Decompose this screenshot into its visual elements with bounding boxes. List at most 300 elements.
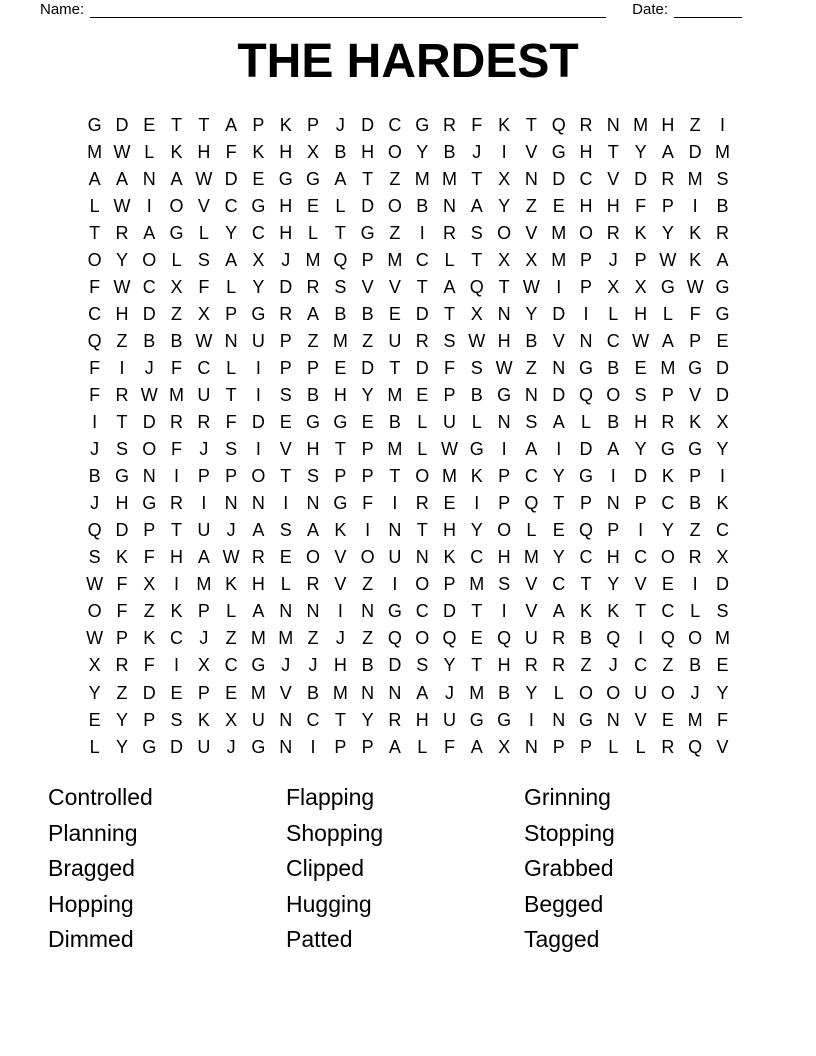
grid-letter: E <box>279 412 292 433</box>
grid-letter: N <box>524 384 538 405</box>
grid-letter: C <box>661 601 675 622</box>
grid-letter: T <box>498 276 510 297</box>
grid-letter: P <box>115 628 128 649</box>
grid-letter: L <box>226 601 237 622</box>
grid-letter: L <box>198 222 209 243</box>
grid-letter: A <box>197 547 210 568</box>
grid-letter: T <box>471 655 483 676</box>
grid-letter: E <box>225 682 238 703</box>
grid-letter: I <box>255 357 261 378</box>
grid-letter: P <box>661 195 674 216</box>
grid-letter: R <box>552 655 566 676</box>
grid-letter: E <box>716 655 729 676</box>
grid-letter: B <box>334 303 347 324</box>
grid-letter: H <box>197 141 211 162</box>
grid-letter: Z <box>689 114 701 135</box>
grid-letter: G <box>142 736 157 757</box>
grid-letter: O <box>87 249 102 270</box>
grid-letter: C <box>715 520 729 541</box>
grid-letter: L <box>662 303 673 324</box>
grid-letter: I <box>201 493 207 514</box>
grid-letter: J <box>335 114 345 135</box>
grid-letter: R <box>552 628 566 649</box>
grid-letter: L <box>280 574 291 595</box>
grid-letter: C <box>170 628 184 649</box>
grid-letter: G <box>87 114 102 135</box>
grid-letter: D <box>415 357 429 378</box>
grid-letter: Z <box>389 222 401 243</box>
header <box>40 0 742 20</box>
grid-letter: F <box>89 276 101 297</box>
grid-letter: Z <box>362 574 374 595</box>
grid-letter: G <box>142 493 157 514</box>
grid-letter: L <box>308 222 319 243</box>
grid-letter: A <box>143 222 156 243</box>
grid-letter: C <box>634 547 648 568</box>
grid-letter: W <box>86 628 104 649</box>
grid-letter: B <box>579 628 592 649</box>
grid-letter: Y <box>416 141 429 162</box>
grid-letter: C <box>524 466 538 487</box>
grid-letter: G <box>578 466 593 487</box>
name-label: Name: <box>40 1 85 18</box>
grid-letter: P <box>361 466 374 487</box>
grid-letter: R <box>606 222 620 243</box>
grid-letter: D <box>361 357 375 378</box>
grid-letter: R <box>715 222 729 243</box>
grid-letter: W <box>495 357 513 378</box>
grid-letter: N <box>497 412 511 433</box>
grid-letter: P <box>579 249 592 270</box>
grid-letter: Q <box>578 384 593 405</box>
grid-letter: F <box>225 141 237 162</box>
grid-letter: B <box>170 330 183 351</box>
grid-letter: L <box>635 736 646 757</box>
grid-letter: L <box>608 736 619 757</box>
grid-letter: T <box>362 168 374 189</box>
grid-letter: Q <box>551 114 566 135</box>
grid-letter: L <box>553 682 564 703</box>
grid-letter: F <box>225 412 237 433</box>
grid-letter: Q <box>524 493 539 514</box>
grid-letter: H <box>361 141 375 162</box>
grid-letter: Y <box>115 709 128 730</box>
grid-letter: L <box>171 249 182 270</box>
grid-letter: P <box>579 493 592 514</box>
grid-letter: U <box>388 547 402 568</box>
grid-letter: O <box>142 249 157 270</box>
grid-letter: H <box>606 547 620 568</box>
grid-letter: Q <box>469 276 484 297</box>
grid-letter: J <box>281 655 291 676</box>
word-item: Hopping <box>48 890 134 917</box>
grid-letter: P <box>661 384 674 405</box>
grid-letter: G <box>660 439 675 460</box>
grid-letter: C <box>88 303 102 324</box>
grid-letter: A <box>88 168 101 189</box>
grid-letter: W <box>686 276 704 297</box>
grid-letter: Y <box>716 682 729 703</box>
grid-letter: W <box>86 574 104 595</box>
grid-letter: T <box>89 222 101 243</box>
grid-letter: H <box>415 709 429 730</box>
grid-letter: R <box>661 736 675 757</box>
grid-letter: M <box>551 249 567 270</box>
grid-letter: A <box>388 736 401 757</box>
grid-letter: E <box>661 574 674 595</box>
grid-letter: F <box>716 709 728 730</box>
grid-letter: M <box>332 330 348 351</box>
grid-letter: U <box>197 384 211 405</box>
grid-letter: L <box>471 412 482 433</box>
grid-letter: N <box>361 682 375 703</box>
grid-letter: U <box>443 412 456 433</box>
grid-letter: D <box>251 412 265 433</box>
grid-letter: J <box>199 628 209 649</box>
grid-letter: F <box>171 357 183 378</box>
grid-letter: H <box>579 195 593 216</box>
grid-letter: S <box>334 276 347 297</box>
grid-letter: A <box>470 736 483 757</box>
grid-letter: J <box>608 655 618 676</box>
grid-letter: R <box>415 330 429 351</box>
grid-letter: F <box>444 357 455 378</box>
grid-letter: O <box>251 466 266 487</box>
grid-letter: O <box>87 601 102 622</box>
grid-letter: O <box>306 547 321 568</box>
grid-letter: L <box>226 357 237 378</box>
grid-letter: S <box>634 384 647 405</box>
grid-letter: W <box>441 439 458 460</box>
grid-letter: M <box>387 384 403 405</box>
grid-letter: C <box>661 493 675 514</box>
grid-letter: O <box>387 195 402 216</box>
grid-letter: O <box>169 195 184 216</box>
grid-letter: H <box>170 547 184 568</box>
grid-letter: P <box>607 520 620 541</box>
grid-letter: P <box>361 736 374 757</box>
grid-letter: M <box>469 682 485 703</box>
grid-letter: K <box>607 601 620 622</box>
grid-letter: G <box>251 303 266 324</box>
grid-letter: D <box>415 303 429 324</box>
grid-letter: P <box>361 249 374 270</box>
grid-letter: C <box>552 574 566 595</box>
grid-letter: K <box>579 601 592 622</box>
grid-letter: F <box>89 357 101 378</box>
grid-letter: A <box>470 195 483 216</box>
grid-letter: Q <box>688 736 703 757</box>
grid-letter: P <box>498 493 511 514</box>
grid-letter: V <box>525 141 538 162</box>
grid-letter: Y <box>115 736 128 757</box>
grid-letter: S <box>279 384 292 405</box>
grid-letter: E <box>252 168 265 189</box>
grid-letter: M <box>414 168 430 189</box>
grid-letter: F <box>116 574 128 595</box>
grid-letter: O <box>606 384 621 405</box>
date-blank-line[interactable] <box>674 1 742 18</box>
grid-letter: U <box>197 736 211 757</box>
grid-letter: T <box>444 303 455 324</box>
grid-letter: I <box>638 520 644 541</box>
grid-letter: P <box>498 466 511 487</box>
date-label: Date: <box>632 1 668 18</box>
grid-letter: D <box>688 141 702 162</box>
grid-letter: P <box>143 520 156 541</box>
grid-letter: H <box>634 412 648 433</box>
grid-letter: T <box>171 520 183 541</box>
grid-letter: I <box>501 141 507 162</box>
grid-letter: S <box>416 655 429 676</box>
grid-letter: T <box>416 520 428 541</box>
grid-letter: J <box>226 520 236 541</box>
grid-letter: V <box>197 195 210 216</box>
grid-letter: H <box>251 574 265 595</box>
grid-letter: L <box>417 736 428 757</box>
grid-letter: T <box>280 466 292 487</box>
grid-letter: J <box>144 357 154 378</box>
grid-letter: V <box>334 547 347 568</box>
grid-letter: K <box>498 114 511 135</box>
grid-letter: P <box>579 736 592 757</box>
grid-letter: U <box>251 330 265 351</box>
grid-letter: I <box>692 574 698 595</box>
grid-letter: A <box>525 439 538 460</box>
grid-letter: K <box>689 412 702 433</box>
grid-letter: D <box>115 114 129 135</box>
grid-letter: R <box>306 574 320 595</box>
grid-letter: I <box>365 520 371 541</box>
grid-letter: S <box>225 439 238 460</box>
grid-letter: G <box>688 439 703 460</box>
grid-letter: G <box>251 195 266 216</box>
grid-letter: P <box>334 466 347 487</box>
grid-letter: O <box>688 628 703 649</box>
grid-letter: I <box>392 574 398 595</box>
grid-letter: V <box>634 574 647 595</box>
grid-letter: M <box>250 628 266 649</box>
grid-letter: B <box>88 466 101 487</box>
grid-letter: M <box>687 709 703 730</box>
grid-letter: I <box>719 114 725 135</box>
grid-letter: K <box>279 114 292 135</box>
grid-letter: S <box>88 547 101 568</box>
grid-letter: C <box>251 222 265 243</box>
grid-letter: O <box>497 520 512 541</box>
grid-letter: C <box>142 276 156 297</box>
grid-letter: R <box>115 222 129 243</box>
grid-letter: D <box>715 384 729 405</box>
grid-letter: Y <box>607 574 620 595</box>
grid-letter: X <box>607 276 620 297</box>
grid-letter: G <box>415 114 430 135</box>
grid-letter: Y <box>498 195 511 216</box>
word-item: Grinning <box>524 784 611 810</box>
grid-letter: G <box>114 466 129 487</box>
grid-letter: N <box>415 547 429 568</box>
grid-letter: P <box>579 276 592 297</box>
word-item: Patted <box>286 926 353 952</box>
grid-letter: A <box>416 682 429 703</box>
grid-letter: F <box>635 195 647 216</box>
grid-letter: G <box>578 709 593 730</box>
grid-letter: A <box>661 141 674 162</box>
grid-letter: B <box>525 330 538 351</box>
grid-letter: I <box>419 222 425 243</box>
grid-letter: T <box>471 249 483 270</box>
grid-letter: Y <box>470 520 483 541</box>
grid-letter: I <box>92 412 98 433</box>
grid-letter: D <box>552 168 566 189</box>
grid-letter: F <box>198 276 210 297</box>
grid-letter: I <box>337 601 343 622</box>
grid-letter: U <box>251 709 265 730</box>
grid-letter: P <box>689 466 702 487</box>
grid-letter: A <box>225 114 238 135</box>
grid-letter: F <box>116 601 128 622</box>
grid-letter: A <box>252 601 265 622</box>
grid-letter: B <box>498 682 511 703</box>
grid-letter: J <box>90 493 100 514</box>
grid-letter: W <box>222 547 240 568</box>
grid-letter: B <box>143 330 156 351</box>
grid-letter: E <box>634 357 647 378</box>
grid-letter: B <box>716 195 729 216</box>
grid-letter: M <box>551 222 567 243</box>
grid-letter: W <box>140 384 158 405</box>
grid-letter: R <box>661 412 675 433</box>
grid-letter: I <box>501 439 507 460</box>
grid-letter: L <box>580 412 591 433</box>
grid-letter: N <box>524 168 538 189</box>
grid-letter: H <box>306 439 320 460</box>
grid-letter: E <box>443 493 456 514</box>
grid-letter: S <box>498 574 511 595</box>
grid-letter: F <box>444 736 455 757</box>
name-blank-line[interactable] <box>90 1 606 18</box>
grid-letter: C <box>224 655 238 676</box>
grid-letter: H <box>497 655 511 676</box>
grid-letter: W <box>113 276 131 297</box>
grid-letter: Z <box>116 682 128 703</box>
grid-letter: L <box>417 412 428 433</box>
grid-letter: E <box>661 709 674 730</box>
grid-letter: T <box>198 114 210 135</box>
grid-letter: T <box>607 141 619 162</box>
grid-letter: P <box>307 114 320 135</box>
grid-letter: P <box>197 601 210 622</box>
grid-letter: S <box>197 249 210 270</box>
grid-letter: W <box>659 249 677 270</box>
word-item: Dimmed <box>48 926 134 952</box>
grid-letter: J <box>445 682 454 703</box>
grid-letter: Y <box>552 466 565 487</box>
grid-letter: X <box>88 655 101 676</box>
grid-letter: T <box>416 276 428 297</box>
grid-letter: T <box>580 574 592 595</box>
grid-letter: Z <box>525 357 537 378</box>
grid-letter: T <box>334 709 346 730</box>
grid-letter: F <box>471 114 483 135</box>
grid-letter: X <box>307 141 320 162</box>
grid-letter: C <box>197 357 211 378</box>
grid-letter: B <box>689 655 702 676</box>
grid-letter: P <box>443 384 456 405</box>
grid-letter: N <box>306 493 320 514</box>
grid-letter: N <box>224 330 238 351</box>
grid-letter: H <box>497 547 511 568</box>
grid-letter: W <box>522 276 540 297</box>
grid-letter: I <box>638 628 644 649</box>
grid-letter: I <box>528 709 534 730</box>
grid-letter: I <box>255 384 261 405</box>
grid-letter: C <box>579 547 593 568</box>
grid-letter: T <box>334 439 346 460</box>
grid-letter: V <box>552 330 565 351</box>
grid-letter: S <box>279 520 292 541</box>
grid-letter: X <box>525 249 538 270</box>
grid-letter: R <box>443 114 456 135</box>
grid-letter: O <box>415 574 430 595</box>
grid-letter: B <box>470 384 483 405</box>
grid-letter: I <box>255 439 261 460</box>
grid-letter: U <box>443 709 456 730</box>
grid-letter: G <box>660 276 675 297</box>
grid-letter: E <box>279 547 292 568</box>
grid-letter: P <box>279 357 292 378</box>
grid-letter: M <box>387 249 403 270</box>
grid-letter: K <box>716 493 729 514</box>
grid-letter: E <box>552 195 565 216</box>
grid-letter: S <box>525 412 538 433</box>
grid-letter: B <box>607 412 620 433</box>
grid-letter: G <box>306 412 321 433</box>
grid-letter: G <box>578 357 593 378</box>
grid-letter: N <box>606 709 620 730</box>
grid-letter: N <box>306 601 320 622</box>
grid-letter: O <box>415 628 430 649</box>
grid-letter: N <box>497 303 511 324</box>
grid-letter: D <box>142 682 156 703</box>
word-item: Controlled <box>48 784 153 810</box>
grid-letter: I <box>474 493 480 514</box>
grid-letter: D <box>115 520 129 541</box>
grid-letter: Q <box>606 628 621 649</box>
grid-letter: D <box>715 357 729 378</box>
grid-letter: J <box>226 736 236 757</box>
word-item: Flapping <box>286 784 375 810</box>
grid-letter: G <box>333 412 348 433</box>
grid-letter: N <box>224 493 238 514</box>
grid-letter: S <box>170 709 183 730</box>
grid-letter: N <box>388 520 402 541</box>
grid-letter: H <box>606 195 620 216</box>
grid-letter: K <box>252 141 265 162</box>
grid-letter: E <box>416 384 429 405</box>
grid-letter: O <box>142 439 157 460</box>
grid-letter: D <box>634 168 648 189</box>
grid-letter: B <box>307 682 320 703</box>
grid-letter: U <box>197 520 211 541</box>
grid-letter: P <box>225 466 238 487</box>
grid-letter: R <box>579 114 593 135</box>
grid-letter: D <box>443 601 456 622</box>
grid-letter: V <box>716 736 729 757</box>
grid-letter: Z <box>171 303 183 324</box>
grid-letter: V <box>361 276 374 297</box>
grid-letter: I <box>556 276 562 297</box>
